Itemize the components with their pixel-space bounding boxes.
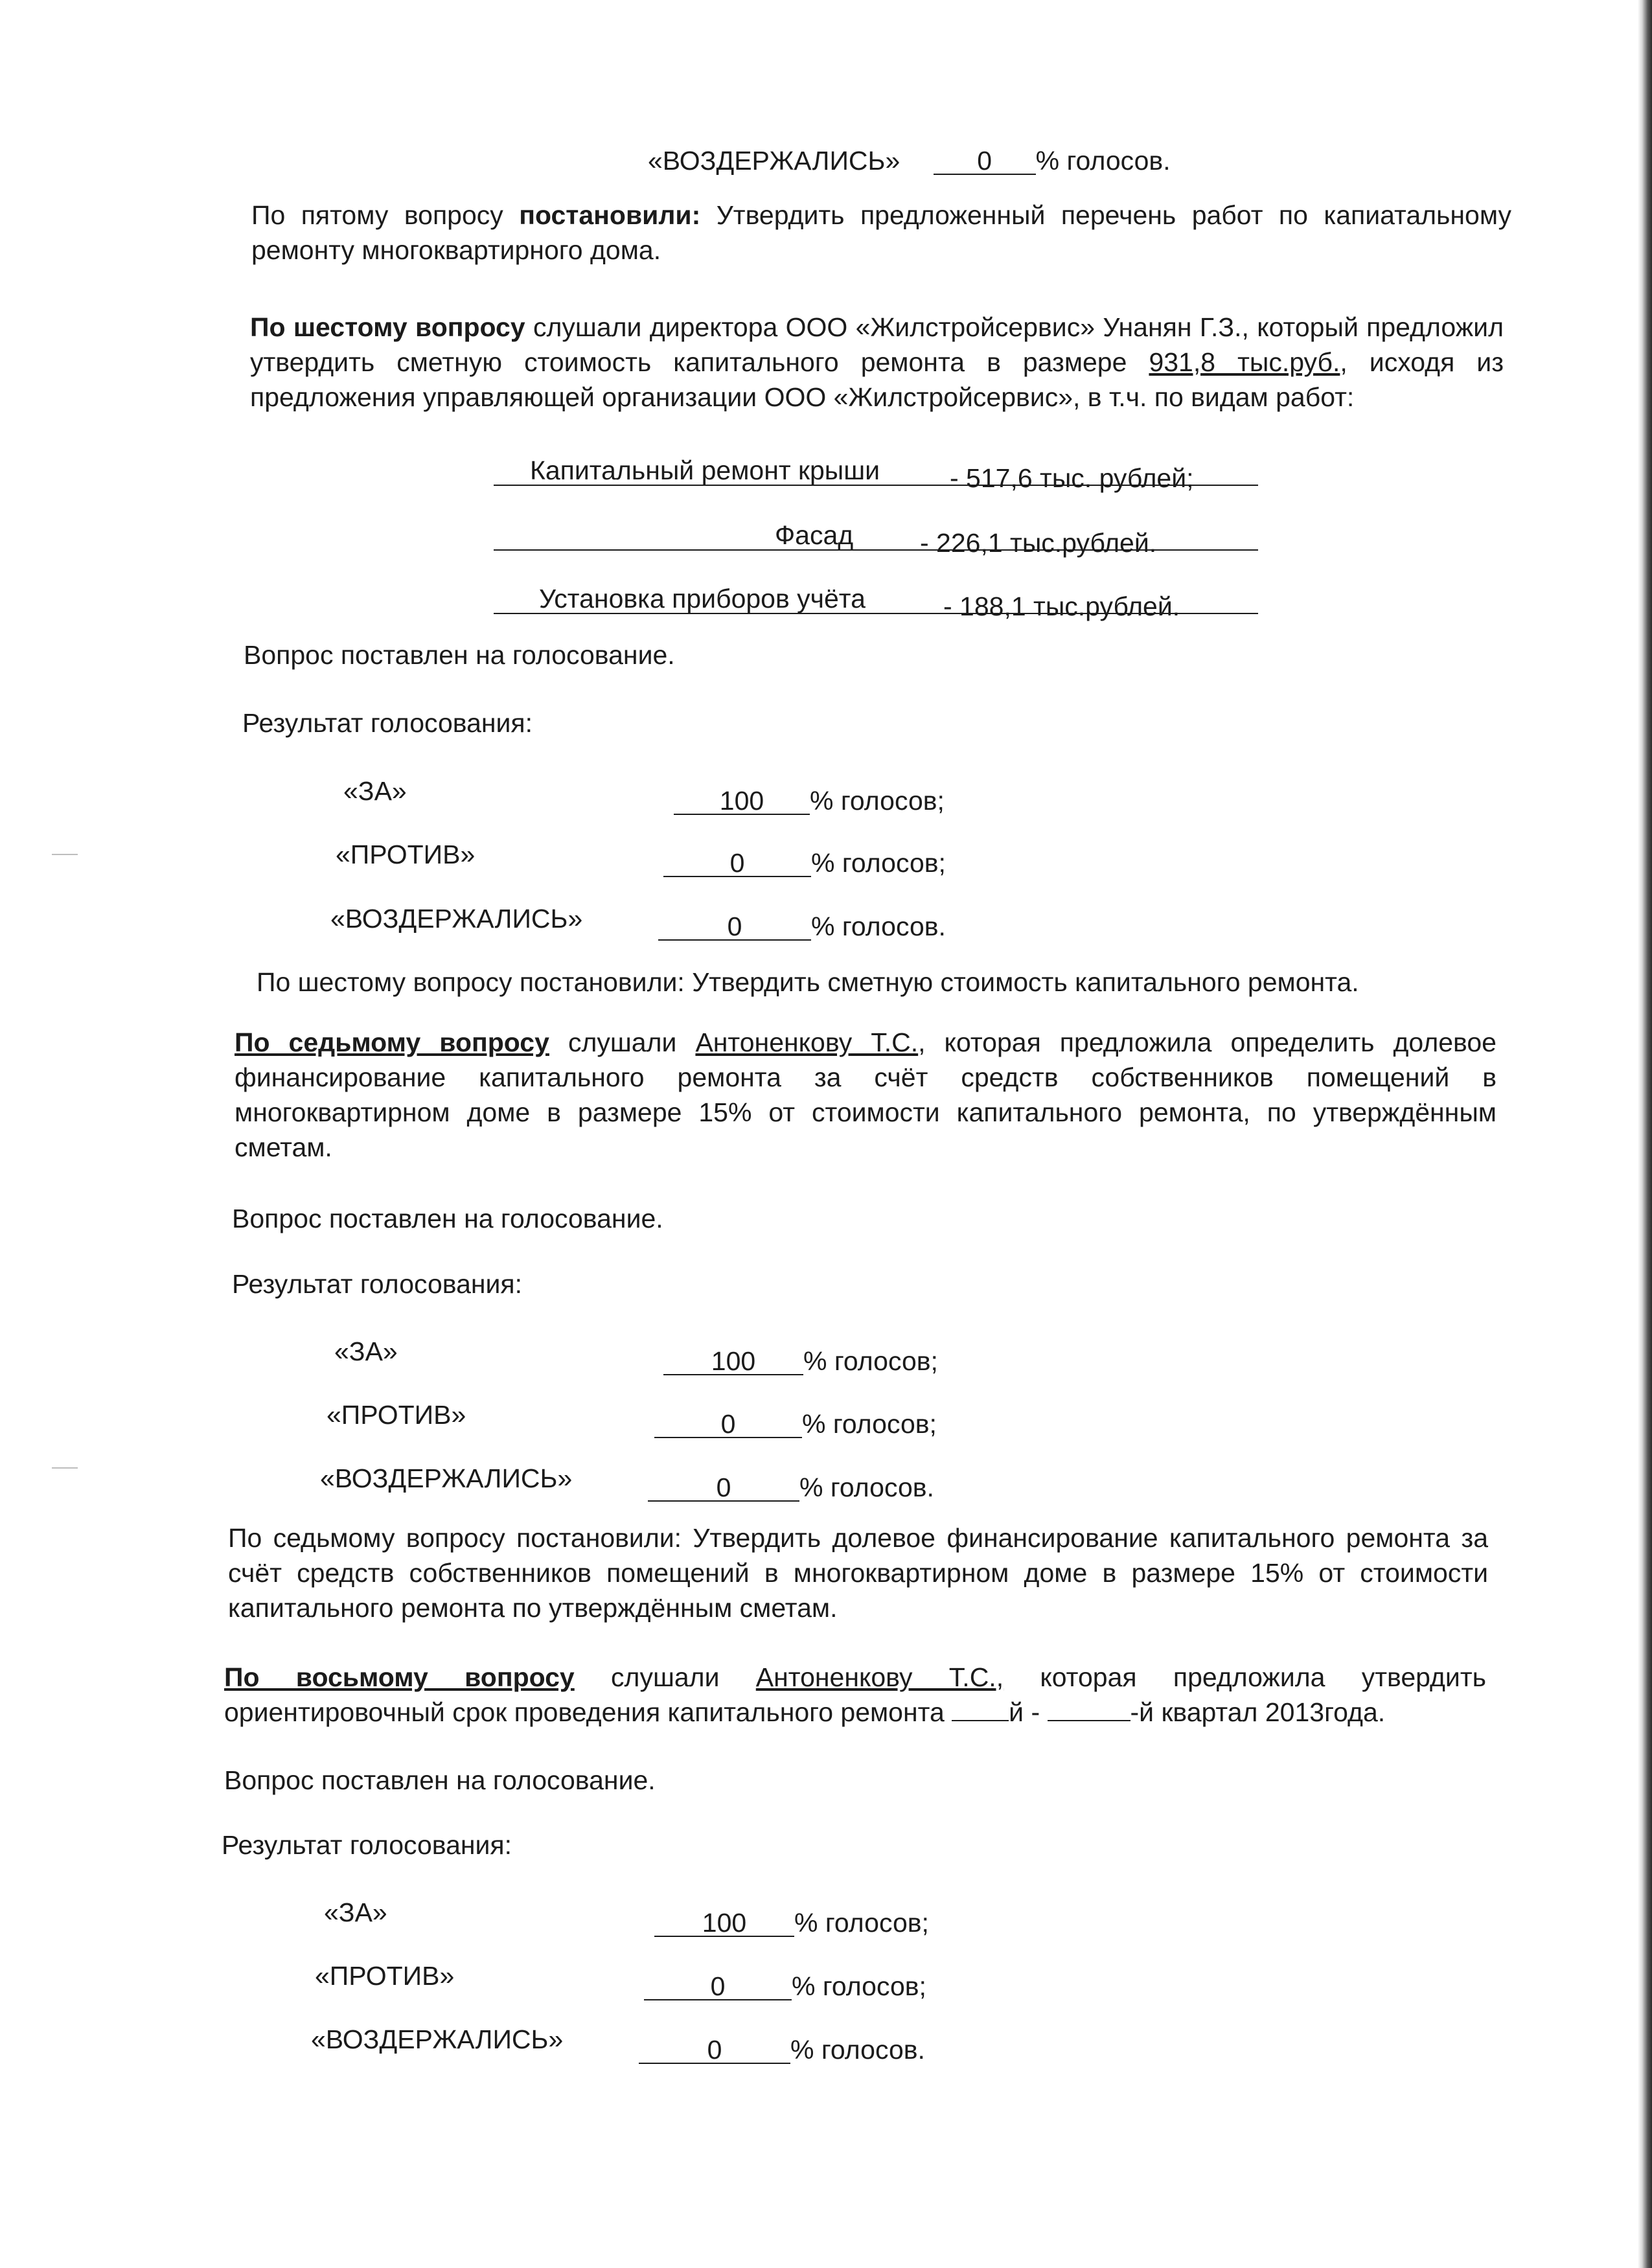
q7-heading: По седьмому вопросу	[235, 1027, 549, 1057]
q7-text: слушали	[568, 1027, 677, 1057]
q8-text: ориентировочный срок проведения капитального ремонта	[224, 1697, 945, 1727]
q8-text: которая предложила утвердить	[1040, 1662, 1486, 1692]
q6-intro-line	[250, 345, 1504, 380]
q8-text: -й квартал 2013года.	[1130, 1697, 1386, 1727]
vote-value: 0	[654, 1411, 802, 1438]
q7-decision-line: капитального ремонта по утверждённым сметам.	[228, 1593, 838, 1623]
q7-intro-line: многоквартирном доме в размере 15% от стоимости капитального ремонта, по утверждённым	[235, 1097, 1497, 1127]
q8-abstain-row	[639, 2033, 925, 2067]
q7-intro-line: финансирование капитального ремонта за счёт средств собственников помещений в	[235, 1062, 1497, 1092]
q7-decision-line: По седьмому вопросу постановили: Утвердить долевое финансирование капитального ремонта за	[228, 1523, 1488, 1553]
vote-suffix: % голосов;	[792, 1971, 926, 2001]
q8-text: слушали	[611, 1662, 720, 1692]
vote-suffix: % голосов.	[811, 911, 946, 941]
q6-text: , исходя из	[1340, 347, 1504, 377]
work-line	[494, 485, 1258, 486]
q7-intro-line: сметам.	[235, 1132, 332, 1162]
q6-abstain-label: «ВОЗДЕРЖАЛИСЬ»	[330, 904, 583, 934]
vote-value: 0	[648, 1474, 799, 1502]
q8-put-to-vote: Вопрос поставлен на голосование.	[224, 1765, 656, 1795]
q6-heading: По шестому вопросу	[250, 312, 525, 342]
q8-heading: По восьмому вопросу	[224, 1662, 575, 1692]
work-item-cost: - 517,6 тыс. рублей;	[950, 463, 1194, 493]
q8-abstain-label: «ВОЗДЕРЖАЛИСЬ»	[311, 2024, 564, 2054]
q8-for-label: «ЗА»	[324, 1897, 387, 1927]
vote-value: 0	[934, 148, 1036, 175]
vote-value: 100	[674, 788, 810, 815]
q8-text: й -	[1009, 1697, 1040, 1727]
vote-value: 0	[663, 850, 811, 877]
q6-abstain-row	[658, 910, 946, 943]
q6-text: утвердить сметную стоимость капитального ремонта в размере	[250, 347, 1127, 377]
q8-against-row	[644, 1969, 926, 2003]
q7-abstain-label: «ВОЗДЕРЖАЛИСЬ»	[320, 1463, 573, 1493]
q8-for-row	[654, 1906, 929, 1940]
q6-put-to-vote: Вопрос поставлен на голосование.	[244, 640, 675, 670]
vote-value: 0	[658, 913, 811, 941]
q7-intro-line	[235, 1025, 1497, 1060]
vote-value: 100	[663, 1348, 803, 1375]
q6-decision: По шестому вопросу постановили: Утвердить сметную стоимость капитального ремонта.	[257, 967, 1359, 997]
vote-suffix: % голосов;	[802, 1409, 937, 1439]
work-item-name: Фасад	[775, 520, 854, 550]
q7-against-label: «ПРОТИВ»	[327, 1400, 466, 1430]
q8-intro	[224, 1660, 1486, 1730]
q5-decision-line	[251, 198, 1511, 233]
q6-text: слушали директора ООО «Жилстройсервис» Унанян Г.З., который предложил	[533, 312, 1504, 342]
q5-abstain-row	[648, 144, 1171, 178]
q8-speaker: Антоненкову Т.С.,	[755, 1662, 1004, 1692]
q7-decision-line: счёт средств собственников помещений в многоквартирном доме в размере 15% от стоимости	[228, 1558, 1488, 1588]
q7-result-label: Результат голосования:	[232, 1269, 523, 1299]
q7-for-label: «ЗА»	[334, 1336, 398, 1366]
vote-suffix: % голосов.	[1035, 146, 1171, 176]
decision-prefix: По пятому вопросу	[251, 200, 503, 230]
scan-page-edge	[1638, 0, 1652, 2268]
q5-decision-line: ремонту многоквартирного дома.	[251, 235, 661, 265]
q8-intro-line	[224, 1695, 1486, 1730]
work-line	[494, 613, 1258, 614]
q6-amount: 931,8 тыс.руб.	[1149, 347, 1340, 377]
q7-intro	[235, 1025, 1497, 1165]
q8-against-label: «ПРОТИВ»	[315, 1961, 455, 1991]
vote-value: 100	[654, 1910, 794, 1937]
work-item-cost: - 226,1 тыс.рублей.	[920, 528, 1157, 558]
q8-blank	[1048, 1720, 1130, 1721]
vote-suffix: % голосов;	[803, 1346, 938, 1376]
q6-against-row	[663, 846, 946, 880]
scan-mark	[52, 854, 78, 855]
vote-suffix: % голосов.	[799, 1472, 934, 1502]
work-item-cost: - 188,1 тыс.рублей.	[943, 591, 1180, 621]
decision-text: Утвердить предложенный перечень работ по капиатальному	[716, 200, 1511, 230]
q6-intro-line	[250, 310, 1504, 345]
work-item-name: Капитальный ремонт крыши	[530, 455, 880, 485]
vote-label: «ВОЗДЕРЖАЛИСЬ»	[648, 146, 901, 176]
q7-put-to-vote: Вопрос поставлен на голосование.	[232, 1204, 663, 1233]
q8-result-label: Результат голосования:	[222, 1830, 512, 1860]
q7-for-row	[663, 1344, 938, 1378]
q7-text: , которая предложила определить долевое	[918, 1027, 1497, 1057]
vote-suffix: % голосов;	[810, 786, 945, 816]
vote-value: 0	[644, 1973, 792, 2000]
q7-against-row	[654, 1407, 937, 1441]
q6-result-label: Результат голосования:	[242, 708, 533, 738]
q7-abstain-row	[648, 1471, 934, 1504]
work-item-name: Установка приборов учёта	[539, 584, 866, 613]
vote-value: 0	[639, 2037, 790, 2064]
q6-intro-line: предложения управляющей организации ООО «Жилстройсервис», в т.ч. по видам работ:	[250, 382, 1355, 412]
q7-decision	[228, 1520, 1488, 1625]
q6-for-row	[674, 784, 945, 818]
scan-mark	[52, 1467, 78, 1469]
q6-for-label: «ЗА»	[343, 776, 407, 806]
q8-intro-line	[224, 1660, 1486, 1695]
vote-suffix: % голосов;	[811, 848, 946, 878]
decision-bold: постановили:	[519, 200, 701, 230]
vote-suffix: % голосов.	[790, 2035, 925, 2065]
q6-intro	[250, 310, 1504, 415]
work-line	[494, 549, 1258, 551]
vote-suffix: % голосов;	[794, 1908, 929, 1938]
q8-blank	[952, 1720, 1009, 1721]
q5-decision	[251, 198, 1511, 268]
q7-speaker: Антоненкову Т.С.	[695, 1027, 919, 1057]
q6-against-label: «ПРОТИВ»	[336, 840, 476, 869]
